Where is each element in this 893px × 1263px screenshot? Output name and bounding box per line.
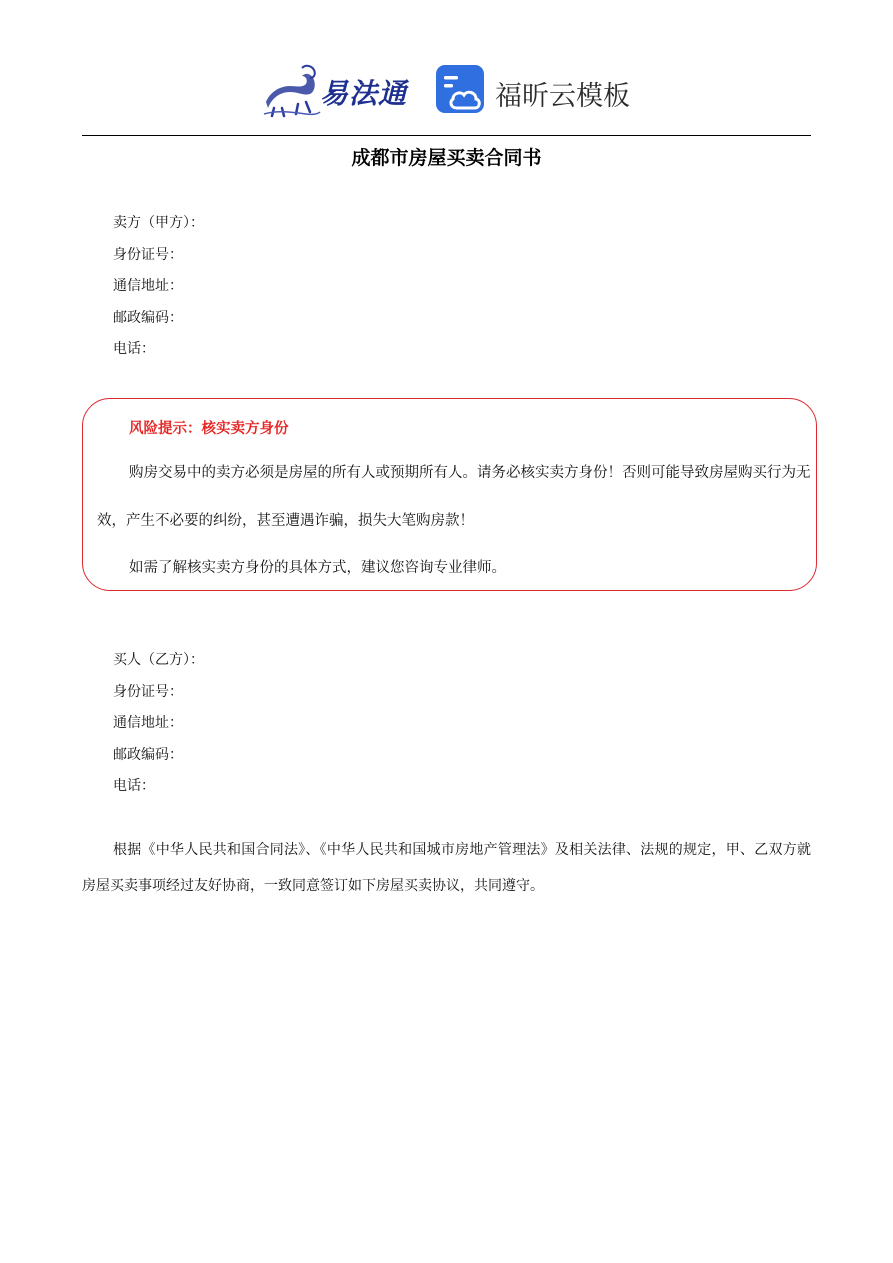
seller-info [113, 213, 204, 371]
risk-warning-title: 风险提示：核实卖方身份 [129, 421, 289, 437]
header-divider [82, 135, 811, 136]
header-logos [0, 60, 893, 122]
cloud-template-icon [435, 64, 487, 116]
seller-phone-label: 电话： [113, 341, 155, 357]
buyer-id-label: 身份证号： [113, 683, 183, 700]
fuxin-wordmark: 福昕云模板 [495, 81, 630, 112]
buyer-phone-label: 电话： [113, 778, 155, 794]
yifatong-wordmark: 易法通 [320, 77, 408, 110]
fuxin-logo [435, 64, 635, 118]
buyer-info [113, 650, 204, 808]
buyer-postcode-label: 邮政编码： [113, 746, 183, 763]
contract-intro-paragraph: 根据《中华人民共和国合同法》、《中华人民共和国城市房地产管理法》及相关法律、法规的规定，甲、乙双方就房屋买卖事项经过友好协商，一致同意签订如下房屋买卖协议，共同遵守。 [82, 842, 811, 894]
document-title: 成都市房屋买卖合同书 [351, 147, 542, 169]
seller-postcode-label: 邮政编码： [113, 309, 183, 326]
qilin-icon [262, 62, 322, 118]
risk-warning-box [82, 398, 817, 591]
seller-id-label: 身份证号： [113, 246, 183, 263]
buyer-name-label: 买人（乙方）： [113, 652, 204, 668]
seller-name-label: 卖方（甲方）： [113, 215, 204, 231]
buyer-address-label: 通信地址： [113, 715, 183, 731]
seller-address-label: 通信地址： [113, 278, 183, 294]
risk-warning-advice: 如需了解核实卖方身份的具体方式，建议您咨询专业律师。 [129, 560, 506, 576]
risk-warning-text: 购房交易中的卖方必须是房屋的所有人或预期所有人。请务必核实卖方身份！否则可能导致房屋购买行为无效，产生不必要的纠纷，甚至遭遇诈骗，损失大笔购房款！ [97, 465, 811, 529]
yifatong-logo [262, 62, 412, 118]
